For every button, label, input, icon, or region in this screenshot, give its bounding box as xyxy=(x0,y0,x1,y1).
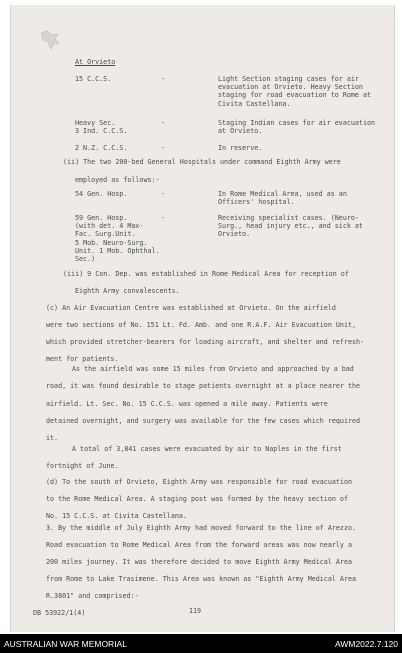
table-description: Staging Indian cases for air evacuation xyxy=(218,119,376,127)
table-dash: - xyxy=(161,190,166,198)
paragraph-line: ment for patients. xyxy=(46,355,119,363)
footer-bar xyxy=(0,634,402,653)
page-number: 119 xyxy=(189,607,202,615)
table-unit: 2 N.Z. C.C.S. xyxy=(75,144,128,152)
paragraph-line: fortnight of June. xyxy=(46,462,119,470)
table-description: Officers' hospital. xyxy=(218,198,295,207)
paragraph-line: R.3801" and comprised:- xyxy=(46,592,139,600)
table-description: Orvieto. xyxy=(218,230,251,239)
footer-accession-number: AWM2022.7.120 xyxy=(335,639,398,649)
paragraph-line: (d) To the south of Orvieto, Eighth Army was responsible for road evacuation xyxy=(46,478,352,486)
table-unit: Sec.) xyxy=(75,255,96,263)
table-unit: 15 C.C.S. xyxy=(75,75,112,83)
table-description: staging for road evacuation to Rome at xyxy=(218,91,371,100)
section-heading: At Orvieto xyxy=(75,58,116,66)
paragraph-line: road, it was found desirable to stage patients overnight at a place nearer the xyxy=(46,382,361,391)
footer-institution: AUSTRALIAN WAR MEMORIAL xyxy=(4,639,127,649)
table-unit: 54 Gen. Hosp. xyxy=(75,190,128,198)
paragraph-line: detained overnight, and surgery was available for the few cases which required xyxy=(46,416,361,425)
table-description: In reserve. xyxy=(218,144,263,152)
table-description: In Rome Medical Area, used as an xyxy=(218,190,347,198)
paragraph-line: A total of 3,841 cases were evacuated by air to Naples in the first xyxy=(72,445,342,453)
paragraph-line: employed as follows:- xyxy=(75,176,160,184)
table-description: Receiving specialist cases. (Neuro- xyxy=(218,214,359,222)
table-unit: 5 Mob. Neuro-Surg. xyxy=(75,238,148,247)
table-description: Surg., head injury etc., and sick at xyxy=(218,222,363,231)
document-reference: DB 53922/1(4) xyxy=(33,609,86,617)
table-description: at Orvieto. xyxy=(218,127,263,136)
table-dash: - xyxy=(161,144,166,152)
paragraph-line: which provided stretcher-bearers for loading aircraft, and shelter and refresh- xyxy=(46,338,365,346)
table-unit: Fac. Surg.Unit. xyxy=(75,230,136,239)
table-dash: - xyxy=(161,119,166,127)
table-description: Light Section staging cases for air xyxy=(218,75,359,83)
paragraph-line: airfield. Lt. Sec. No. 15 C.C.S. was opened a mile away. Patients were xyxy=(46,399,328,408)
paragraph-line: (ii) The two 200-bed General Hospitals under command Eighth Army were xyxy=(63,158,341,166)
paragraph-line: 200 miles journey. It was therefore decided to move Eighth Army Medical Area xyxy=(46,558,352,566)
table-description: evacuation at Orvieto. Heavy Section xyxy=(218,83,363,92)
table-unit: 3 Ind. C.C.S. xyxy=(75,127,128,136)
paragraph-line: were two sections of No. 151 Lt. Fd. Amb. and one R.A.F. Air Evacuation Unit, xyxy=(46,321,357,329)
paragraph-line: it. xyxy=(46,434,59,443)
paragraph-line: As the airfield was some 15 miles from Orvieto and approached by a bad xyxy=(72,365,354,373)
table-unit: Unit. 1 Mob. Ophthal. xyxy=(75,246,160,255)
paragraph-line: to the Rome Medical Area. A staging post was formed by the heavy section of xyxy=(46,495,348,503)
table-unit: Heavy Sec. xyxy=(75,119,116,127)
document-page xyxy=(10,5,395,632)
torn-corner-mark xyxy=(39,30,65,52)
paragraph-line: (iii) 9 Con. Dep. was established in Rome Medical Area for reception of xyxy=(63,270,349,278)
table-unit: 59 Gen. Hosp. xyxy=(75,214,128,222)
paragraph-line: (c) An Air Evacuation Centre was established at Orvieto. On the airfield xyxy=(46,304,336,312)
paragraph-line: Eighth Army convalescents. xyxy=(75,287,180,295)
paragraph-line: 3. By the middle of July Eighth Army had moved forward to the line of Arezzo. xyxy=(46,524,357,532)
table-unit: (with det. 4 Max- xyxy=(75,222,144,231)
paragraph-line: Road evacuation to Rome Medical Area from the forward areas was now nearly a xyxy=(46,541,352,549)
table-dash: - xyxy=(161,75,166,83)
paragraph-line: No. 15 C.C.S. at Civita Castellana. xyxy=(46,512,187,520)
table-dash: - xyxy=(161,214,166,222)
paragraph-line: from Rome to Lake Trasimene. This Area was known as "Eighth Army Medical Area xyxy=(46,575,357,583)
table-description: Civita Castellana. xyxy=(218,99,291,108)
